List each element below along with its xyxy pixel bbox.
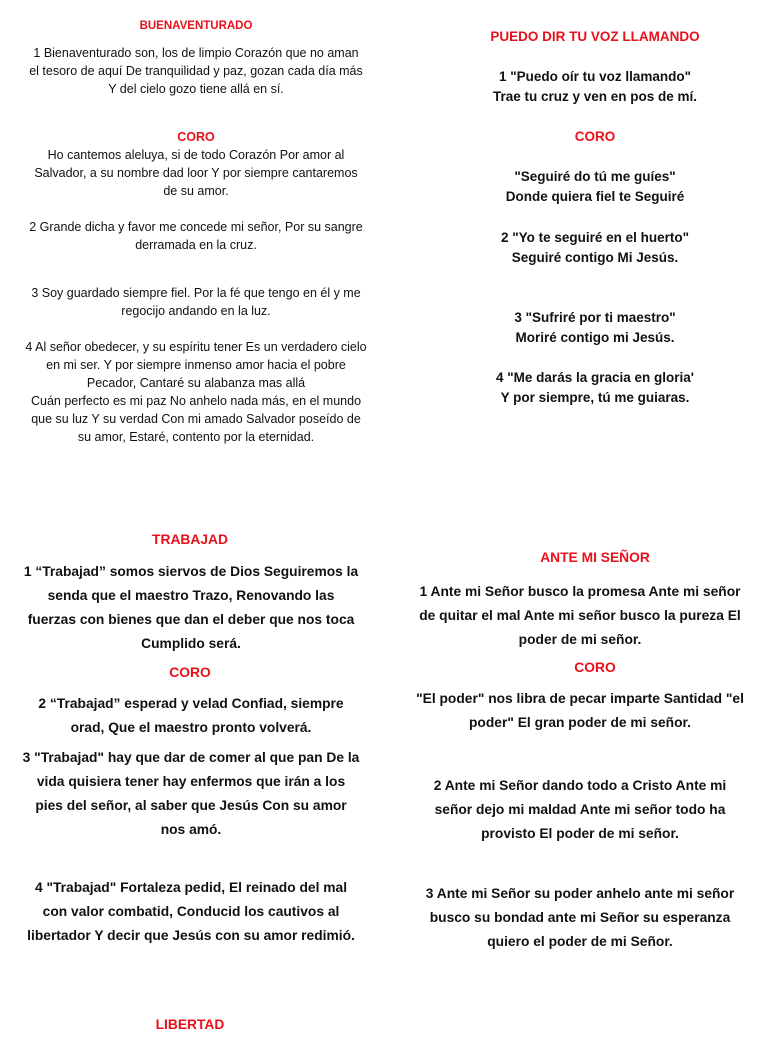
song-buenaventurado-title (96, 17, 296, 35)
song-buenaventurado-coro-label: CORO (177, 130, 215, 144)
song-puedo-oir-verse-2: 2 "Yo te seguiré en el huerto" Seguiré contigo Mi Jesús. (500, 230, 690, 265)
song-buenaventurado-coro-text: Ho cantemos aleluya, si de todo Corazón Por amor al Salvador, a su nombre dad loor Y por siempre cantaremos de su amor. (34, 148, 358, 198)
song-puedo-oir-coro-text: "Seguiré do tú me guíes" Donde quiera fiel te Seguiré (505, 169, 685, 204)
song-ante-mi-senor-verse-3: 3 Ante mi Señor su poder anhelo ante mi señor busco su bondad ante mi Señor su esperanza quiero el poder de mi Señor. (425, 886, 735, 949)
song-trabajad-title (90, 528, 290, 552)
song-buenaventurado-verse-4: 4 Al señor obedecer, y su espíritu tener Es un verdadero cielo en mi ser. Y por siempre inmenso amor hacia el pobre Pecador, Cantaré su alabanza mas allá Cuán perfecto es mi paz No anhelo nada más, en el mundo que su luz Y su verdad Con mi amado Salvador poseído de su amor, Estaré, contento por la eternidad. (25, 340, 367, 444)
song-puedo-oir-title (440, 27, 750, 47)
song-ante-mi-senor-coro-label: CORO (574, 660, 616, 675)
song-ante-mi-senor-title (480, 546, 710, 570)
song-ante-mi-senor-coro-text: "El poder" nos libra de pecar imparte Santidad "el poder" El gran poder de mi señor. (416, 691, 744, 730)
song-trabajad-verse-4: 4 "Trabajad" Fortaleza pedid, El reinado del mal con valor combatid, Conducid los cautivos al libertador Y decir que Jesús con su amor redimió. (27, 880, 355, 943)
song-title: PUEDO DIR TU VOZ LLAMANDO (490, 29, 700, 44)
song-buenaventurado-verse-1: 1 Bienaventurado son, los de limpio Corazón que no aman el tesoro de aquí De tranquilidad y paz, gozan cada día más Y del cielo gozo tiene allá en sí. (29, 46, 363, 96)
song-ante-mi-senor-verse-1: 1 Ante mi Señor busco la promesa Ante mi señor de quitar el mal Ante mi señor busco la pureza El poder de mi señor. (419, 584, 741, 647)
song-puedo-oir-verse-3: 3 "Sufriré por ti maestro" Moriré contigo mi Jesús. (514, 310, 676, 345)
song-title: ANTE MI SEÑOR (540, 550, 650, 565)
song-puedo-oir-verse-4: 4 "Me darás la gracia en gloria' Y por siempre, tú me guiaras. (496, 370, 694, 405)
song-title: LIBERTAD (155, 1017, 225, 1032)
song-title: TRABAJAD (152, 532, 228, 547)
song-ante-mi-senor-verse-2: 2 Ante mi Señor dando todo a Cristo Ante mi señor dejo mi maldad Ante mi señor todo ha provisto El poder de mi señor. (433, 778, 727, 841)
song-title: BUENAVENTURADO (139, 20, 253, 32)
song-libertad-title (90, 1013, 290, 1037)
song-buenaventurado-verse-3: 3 Soy guardado siempre fiel. Por la fé que tengo en él y me regocijo andando en la luz. (31, 286, 361, 318)
song-trabajad-verse-1: 1 “Trabajad” somos siervos de Dios Seguiremos la senda que el maestro Trazo, Renovando las fuerzas con bienes que dan el deber que nos toca Cumplido será. (23, 564, 359, 651)
song-puedo-oir-verse-1: 1 "Puedo oír tu voz llamando" Trae tu cruz y ven en pos de mí. (492, 69, 698, 104)
song-trabajad-coro-label: CORO (169, 665, 211, 680)
song-buenaventurado-verse-2: 2 Grande dicha y favor me concede mi señor, Por su sangre derramada en la cruz. (29, 220, 363, 252)
song-puedo-oir-coro-label: CORO (574, 129, 616, 144)
song-trabajad-verse-3: 3 "Trabajad" hay que dar de comer al que pan De la vida quisiera tener hay enfermos que irán a los pies del señor, al saber que Jesús Con su amor nos amó. (22, 750, 360, 837)
song-trabajad-verse-2: 2 “Trabajad” esperad y velad Confiad, siempre orad, Que el maestro pronto volverá. (38, 696, 344, 735)
